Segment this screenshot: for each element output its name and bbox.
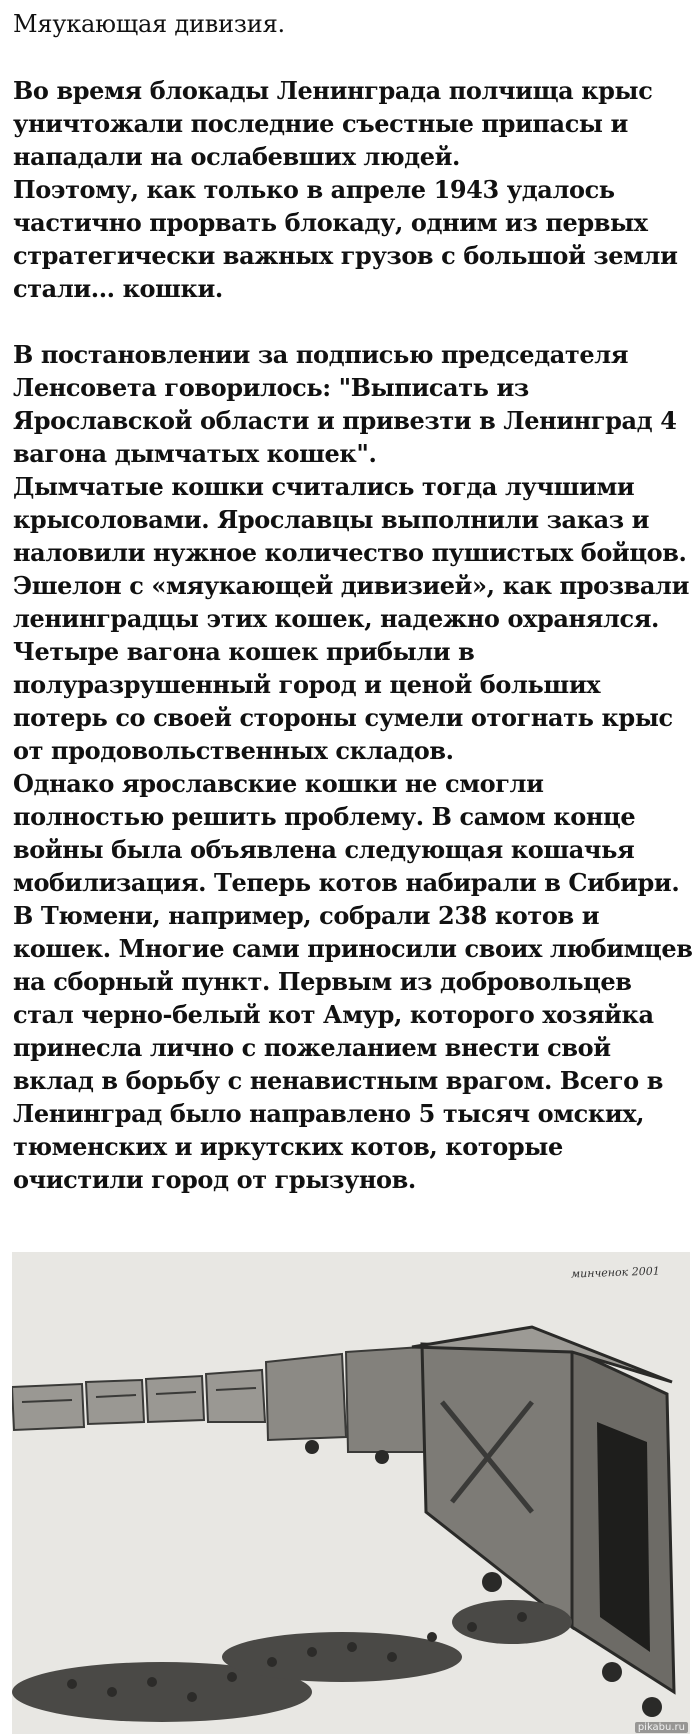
paragraph-3: В постановлении за подписью председателя Ленсовета говорилось: "Выписать из Ярославской области и привезти в Ленинград 4 вагона дымчатых кошек". xyxy=(13,340,677,468)
paragraph-5: Однако ярославские кошки не смогли полностью решить проблему. В самом конце войны была объявлена следующая кошачья мобилизация. Теперь котов набирали в Сибири. В Тюмени, например, собрали 238 котов и кошек. Многие сами приносили своих любимцев на сборный пункт. Первым из добровольцев стал черно-белый кот Амур, которого хозяйка принесла лично с пожеланием внести свой вклад в борьбу с ненавистным врагом. Всего в Ленинград было направлено 5 тысяч омских, тюменских и иркутских котов, которые очистили город от грызунов. xyxy=(13,769,693,1194)
paragraph-2: Поэтому, как только в апреле 1943 удалось частично прорвать блокаду, одним из первых стратегически важных грузов с большой земли стали... кошки. xyxy=(13,175,678,303)
article xyxy=(13,8,693,1196)
spacer xyxy=(13,305,693,338)
artist-signature: минченок 2001 xyxy=(571,1264,661,1281)
article-title: Мяукающая дивизия. xyxy=(13,10,285,38)
paragraph-1: Во время блокады Ленинграда полчища крыс уничтожали последние съестные припасы и нападали на ослабевших людей. xyxy=(13,76,653,171)
paragraph-4: Дымчатые кошки считались тогда лучшими крысоловами. Ярославцы выполнили заказ и наловили нужное количество пушистых бойцов. Эшелон с «мяукающей дивизией», как прозвали ленинградцы этих кошек, надежно охранялся. Четыре вагона кошек прибыли в полуразрушенный город и ценой больших потерь со своей стороны сумели отогнать крыс от продовольственных складов. xyxy=(13,472,689,765)
watermark: pikabu.ru xyxy=(635,1722,688,1733)
train-sketch xyxy=(12,1252,690,1734)
train-of-cats-drawing xyxy=(12,1252,690,1734)
spacer xyxy=(13,41,693,74)
